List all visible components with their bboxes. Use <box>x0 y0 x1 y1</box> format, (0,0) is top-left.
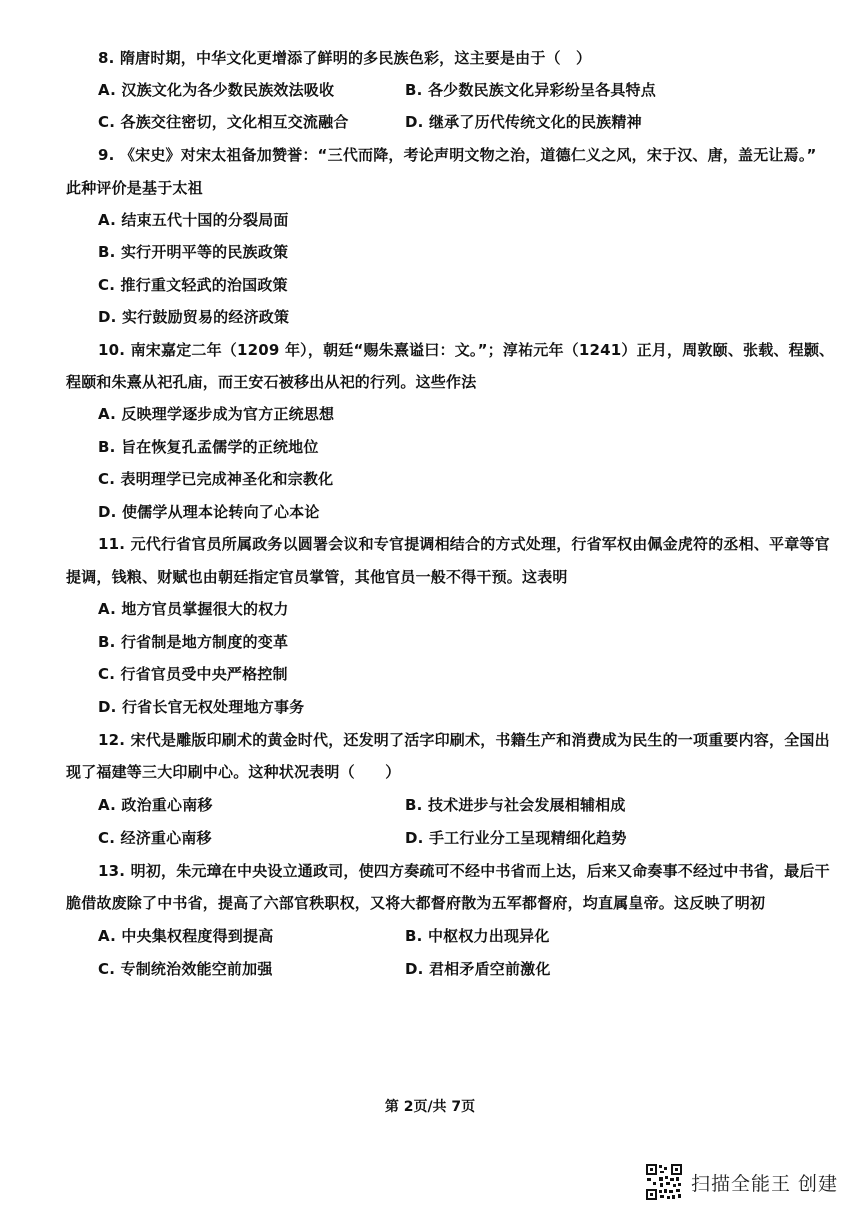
question-stem-cont: 此种评价是基于太祖 <box>66 179 203 197</box>
page-number: 第 2页/共 7页 <box>384 1099 476 1115</box>
option-b: B. 各少数民族文化异彩纷呈各具特点 <box>405 81 656 99</box>
question-stem-cont: 脆借故废除了中书省，提高了六部官秩职权，又将大都督府散为五军都督府，均直属皇帝。这反映了明初 <box>66 894 766 912</box>
option-c: C. 推行重文轻武的治国政策 <box>98 276 288 294</box>
question-stem: 8. 隋唐时期，中华文化更增添了鲜明的多民族色彩，这主要是由于（ ） <box>98 49 592 67</box>
option-d: D. 君相矛盾空前激化 <box>405 960 551 978</box>
option-c: C. 各族交往密切，文化相互交流融合 <box>98 113 349 131</box>
question-stem: 10. 南宋嘉定二年（1209 年），朝廷“赐朱熹谥曰：文。”；淳祐元年（1241）正月，周敦颐、张载、程颢、 <box>98 341 835 359</box>
option-b: B. 行省制是地方制度的变革 <box>98 633 289 651</box>
option-d: D. 使儒学从理本论转向了心本论 <box>98 503 320 521</box>
watermark-text: 扫描全能王 创建 <box>691 1172 839 1195</box>
option-a: A. 汉族文化为各少数民族效法吸收 <box>98 81 335 99</box>
option-a: A. 中央集权程度得到提高 <box>98 927 274 945</box>
question-stem-cont: 现了福建等三大印刷中心。这种状况表明（ ） <box>66 763 401 781</box>
question-stem: 12. 宋代是雕版印刷术的黄金时代，还发明了活字印刷术，书籍生产和消费成为民生的一项重要内容，全国出 <box>98 731 830 749</box>
option-b: B. 实行开明平等的民族政策 <box>98 243 289 261</box>
question-stem: 13. 明初，朱元璋在中央设立通政司，使四方奏疏可不经中书省而上达，后来又命奏事不经过中书省，最后干 <box>98 862 830 880</box>
option-a: A. 反映理学逐步成为官方正统思想 <box>98 405 335 423</box>
option-c: C. 专制统治效能空前加强 <box>98 960 273 978</box>
option-d: D. 实行鼓励贸易的经济政策 <box>98 308 290 326</box>
option-b: B. 中枢权力出现异化 <box>405 927 550 945</box>
option-d: D. 行省长官无权处理地方事务 <box>98 698 305 716</box>
option-b: B. 技术进步与社会发展相辅相成 <box>405 796 626 814</box>
question-stem: 9. 《宋史》对宋太祖备加赞誉：“三代而降，考论声明文物之治，道德仁义之风，宋于汉、唐，盖无让焉。” <box>98 146 817 164</box>
option-c: C. 行省官员受中央严格控制 <box>98 665 288 683</box>
option-a: A. 政治重心南移 <box>98 796 213 814</box>
option-c: C. 经济重心南移 <box>98 829 212 847</box>
option-a: A. 地方官员掌握很大的权力 <box>98 600 289 618</box>
scanner-watermark <box>645 1163 838 1201</box>
question-stem: 11. 元代行省官员所属政务以圆署会议和专官提调相结合的方式处理，行省军权由佩金虎符的丞相、平章等官 <box>98 535 830 553</box>
question-stem-cont: 提调，钱粮、财赋也由朝廷指定官员掌管，其他官员一般不得干预。这表明 <box>66 568 568 586</box>
option-d: D. 手工行业分工呈现精细化趋势 <box>405 829 627 847</box>
option-a: A. 结束五代十国的分裂局面 <box>98 211 289 229</box>
option-d: D. 继承了历代传统文化的民族精神 <box>405 113 642 131</box>
option-c: C. 表明理学已完成神圣化和宗教化 <box>98 470 334 488</box>
question-stem-cont: 程颐和朱熹从祀孔庙，而王安石被移出从祀的行列。这些作法 <box>66 373 477 391</box>
qr-code-icon <box>645 1163 683 1201</box>
option-b: B. 旨在恢复孔孟儒学的正统地位 <box>98 438 319 456</box>
